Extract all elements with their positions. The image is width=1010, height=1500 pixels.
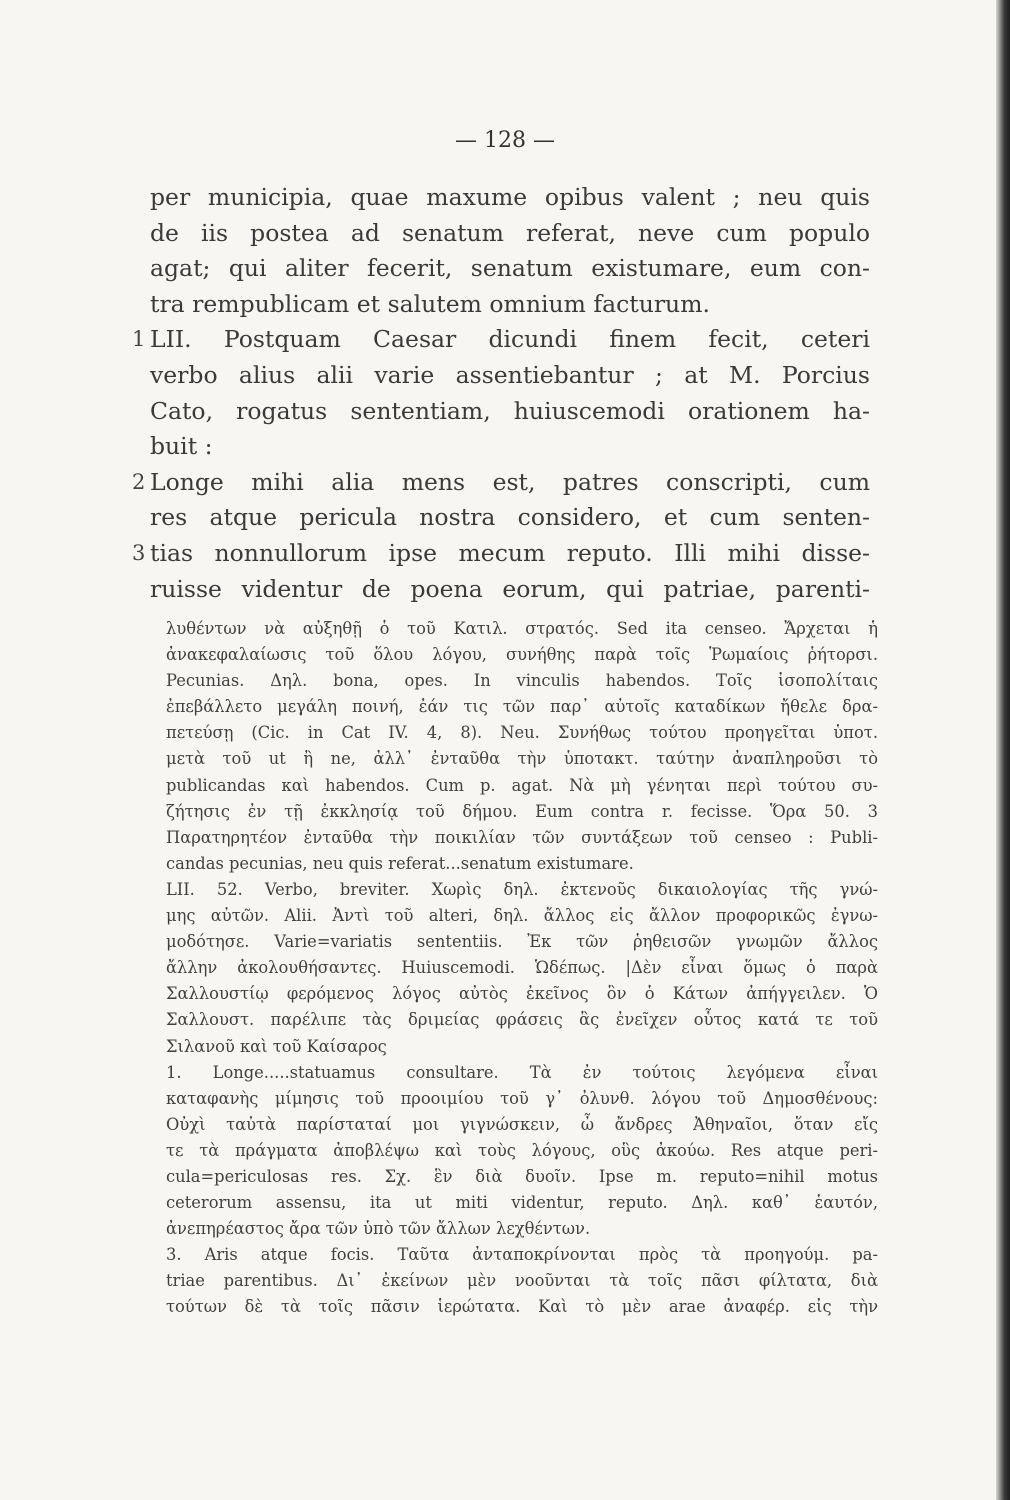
note-line: ζήτησις ἐν τῇ ἐκκλησίᾳ τοῦ δήμου. Eum contra r. fecisse. Ὅρα 50. 3 xyxy=(166,801,878,821)
note-line: μετὰ τοῦ ut ἢ ne, ἀλλ᾽ ἐνταῦθα τὴν ὑποτακτ. ταύτην ἀναπληροῦσι τὸ xyxy=(166,749,878,769)
note-line: ἐπεβάλλετο μεγάλη ποινή, ἐάν τις τῶν παρ᾽ αὐτοῖς καταδίκων ἤθελε δρα- xyxy=(166,697,878,717)
section-number: 3 xyxy=(132,540,146,565)
section-number: 1 xyxy=(132,327,146,352)
commentary-notes xyxy=(166,616,878,1321)
note-line: πετεύσῃ (Cic. in Cat IV. 4, 8). Neu. Συνήθως τούτου προηγεῖται ὑποτ. xyxy=(166,723,878,743)
note-line: 1. Longe.....statuamus consultare. Τὰ ἐν τούτοις λεγόμενα εἶναι xyxy=(166,1062,878,1082)
main-line-text: tra rempublicam et salutem omnium facturum. xyxy=(150,289,710,318)
main-line xyxy=(150,500,870,536)
main-line-text: Longe mihi alia mens est, patres conscripti, cum xyxy=(150,467,870,496)
main-line-text: tias nonnullorum ipse mecum reputo. Illi mihi disse- xyxy=(150,538,870,567)
note-line: Pecunias. Δηλ. bona, opes. In vinculis habendos. Τοῖς ἰσοπολίταις xyxy=(166,671,878,691)
note-line: τε τὰ πράγματα ἀποβλέψω καὶ τοὺς λόγους, οὓς ἀκούω. Res atque peri- xyxy=(166,1140,878,1160)
main-line xyxy=(150,394,870,430)
note-line: candas pecunias, neu quis referat...senatum existumare. xyxy=(166,853,634,873)
note-line: Σιλανοῦ καὶ τοῦ Καίσαρος xyxy=(166,1036,387,1056)
main-line-text: LII. Postquam Caesar dicundi finem fecit, ceteri xyxy=(150,325,870,354)
note-line: Παρατηρητέον ἐνταῦθα τὴν ποικιλίαν τῶν συντάξεων τοῦ censeo : Publi- xyxy=(166,827,878,847)
note-line: Οὐχὶ ταὐτὰ παρίσταταί μοι γιγνώσκειν, ὦ ἄνδρες Ἀθηναῖοι, ὅταν εἴς xyxy=(166,1114,878,1134)
note-line: cula=periculosas res. Σχ. ἓν διὰ δυοῖν. Ipse m. reputo=nihil motus xyxy=(166,1166,878,1186)
main-line-text: buit : xyxy=(150,432,213,461)
main-line xyxy=(132,536,870,572)
page-number: — 128 — xyxy=(455,128,555,153)
note-line: τούτων δὲ τὰ τοῖς πᾶσιν ἱερώτατα. Καὶ τὸ μὲν arae ἀναφέρ. εἰς τὴν xyxy=(166,1297,878,1317)
main-line-text: de iis postea ad senatum referat, neve cum populo xyxy=(150,218,870,247)
main-line-text: verbo alius alii varie assentiebantur ; at M. Porcius xyxy=(150,360,870,389)
note-line: triae parentibus. Δι᾽ ἐκείνων μὲν νοοῦνται τὰ τοῖς πᾶσι φίλτατα, διὰ xyxy=(166,1271,878,1291)
main-line xyxy=(150,358,870,394)
section-number: 2 xyxy=(132,469,146,494)
main-line-text: Cato, rogatus sententiam, huiuscemodi orationem ha- xyxy=(150,396,870,425)
note-line: publicandas καὶ habendos. Cum p. agat. Νὰ μὴ γένηται περὶ τούτου συ- xyxy=(166,775,878,795)
note-line: 3. Aris atque focis. Ταῦτα ἀνταποκρίνονται πρὸς τὰ προηγούμ. pa- xyxy=(166,1245,878,1265)
note-line: καταφανὴς μίμησις τοῦ προοιμίου τοῦ γ᾽ ὀλυνθ. λόγου τοῦ Δημοσθένους: xyxy=(166,1088,878,1108)
note-line: λυθέντων νὰ αὐξηθῇ ὁ τοῦ Κατιλ. στρατός. Sed ita censeo. Ἄρχεται ἡ xyxy=(166,619,878,638)
note-line: Σαλλουστίῳ φερόμενος λόγος αὐτὸς ἐκεῖνος ὃν ὁ Κάτων ἀπήγγειλεν. Ὁ xyxy=(166,984,878,1004)
note-line: μοδότησε. Varie=variatis sententiis. Ἐκ τῶν ῥηθεισῶν γνωμῶν ἄλλος xyxy=(166,932,878,952)
note-line: ἄλλην ἀκολουθήσαντες. Huiuscemodi. Ὡδέπως. |Δὲν εἶναι ὅμως ὁ παρὰ xyxy=(166,958,878,978)
main-line xyxy=(150,216,870,252)
main-line xyxy=(150,251,870,287)
main-line xyxy=(150,572,870,608)
main-line-text: per municipia, quae maxume opibus valent ; neu quis xyxy=(150,183,870,211)
main-line xyxy=(132,465,870,501)
main-text xyxy=(132,180,870,607)
main-line xyxy=(150,180,870,216)
note-line: LII. 52. Verbo, breviter. Χωρὶς δηλ. ἐκτενοῦς δικαιολογίας τῆς γνώ- xyxy=(166,879,878,899)
main-line xyxy=(132,322,870,358)
scan-edge-shadow xyxy=(996,0,1010,1500)
main-line xyxy=(150,287,870,323)
note-line: ἀνακεφαλαίωσις τοῦ ὅλου λόγου, συνήθης παρὰ τοῖς Ῥωμαίοις ῥήτορσι. xyxy=(166,645,878,665)
note-line: ἀνεπηρέαστος ἄρα τῶν ὑπὸ τῶν ἄλλων λεχθέντων. xyxy=(166,1219,591,1239)
note-line: Σαλλουστ. παρέλιπε τὰς δριμείας φράσεις ἃς ἐνεῖχεν οὗτος κατά τε τοῦ xyxy=(166,1010,878,1030)
main-line xyxy=(150,429,870,465)
main-line-text: res atque pericula nostra considero, et cum senten- xyxy=(150,503,870,532)
main-line-text: ruisse videntur de poena eorum, qui patriae, parenti- xyxy=(150,574,870,603)
note-line: ceterorum assensu, ita ut miti videntur, reputo. Δηλ. καθ᾽ ἑαυτόν, xyxy=(166,1193,878,1213)
main-line-text: agat; qui aliter fecerit, senatum existumare, eum con- xyxy=(150,254,870,283)
note-line: μης αὐτῶν. Alii. Ἀντὶ τοῦ alteri, δηλ. ἄλλος εἰς ἄλλον προφορικῶς ἐγνω- xyxy=(166,906,878,926)
